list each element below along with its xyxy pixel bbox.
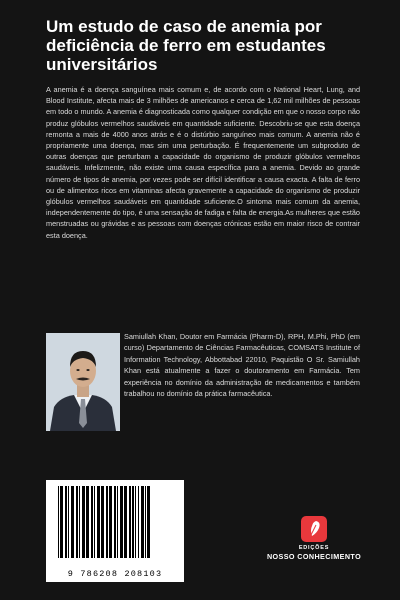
publisher-line1: EDIÇÕES [298, 545, 330, 551]
book-title: Um estudo de caso de anemia por deficiência de ferro em estudantes universitários [46, 17, 326, 74]
barcode-bar [94, 486, 95, 558]
barcode-bar [79, 486, 80, 558]
barcode-bar [114, 486, 116, 558]
barcode-bar [135, 486, 136, 558]
barcode-bar [141, 486, 144, 558]
barcode-bar [82, 486, 85, 558]
publisher-line2: NOSSO CONHECIMENTO [266, 552, 362, 561]
barcode-bar [124, 486, 127, 558]
barcode-bar [138, 486, 139, 558]
barcode-bar [129, 486, 131, 558]
barcode-bars [46, 480, 184, 566]
barcode-bar [91, 486, 93, 558]
barcode-bar [120, 486, 123, 558]
author-photo [46, 333, 120, 431]
barcode-bar [58, 486, 59, 558]
author-bio: Samiullah Khan, Doutor em Farmácia (Pharm-D), RPH, M.Phi, PhD (em curso) Departamento de Ciências Farmacêuticas, COMSATS Institute of Information Technology, Abbottabad 22010, Paquistão O Sr. Samiullah Khan está atualmente a fazer o doutoramento em Farmácia. Tem experiência no domínio da administração de medicamentos e também trabalhou no domínio da prática farmacêutica. [124, 332, 360, 399]
book-blurb: A anemia é a doença sanguínea mais comum e, de acordo com o National Heart, Lung, and Blood Institute, afecta mais de 3 milhões de americanos e cerca de 1,62 mil milhões de pessoas em todo o mundo. A anemia é diagnosticada como qualquer condição em que o nosso corpo não produz glóbulos vermelhos saudáveis em quantidade suficiente. Descobriu-se que esta doença remonta a mais de 4000 anos atrás e é o distúrbio sanguíneo mais comum. A anemia não é propriamente uma doença, mas sim uma perturbação. É frequentemente um subproduto de outras doenças que perturbam a capacidade do organismo de produzir glóbulos vermelhos saudáveis. Infelizmente, não existe uma causa específica para a anemia. Devido ao grande número de tipos de anemia, por vezes pode ser difícil identificar a causa exacta. A falta de ferro ou de alimentos ricos em vitaminas afecta gravemente a capacidade do organismo de produzir glóbulos vermelhos saudáveis em quantidade suficiente.O sintoma mais comum da anemia, independentemente do tipo, é uma sensação de fadiga e falta de energia.As mulheres que estão menstruadas ou grávidas e as pessoas com doenças crónicas estão em maior risco de contrair esta doença. [46, 85, 360, 240]
isbn-barcode [46, 480, 184, 582]
barcode-bar [101, 486, 104, 558]
barcode-bar [147, 486, 150, 558]
barcode-bar [117, 486, 118, 558]
barcode-bar [60, 486, 63, 558]
feather-icon [301, 516, 327, 542]
barcode-bar [109, 486, 112, 558]
barcode-bar [132, 486, 134, 558]
barcode-bar [76, 486, 78, 558]
publisher-logo [262, 516, 366, 561]
barcode-bar [68, 486, 69, 558]
barcode-digits: 9 786208 208103 [67, 569, 163, 579]
barcode-bar [71, 486, 74, 558]
barcode-bar [106, 486, 108, 558]
barcode-bar [86, 486, 89, 558]
barcode-bar [97, 486, 100, 558]
barcode-bar [145, 486, 146, 558]
barcode-bar [65, 486, 67, 558]
